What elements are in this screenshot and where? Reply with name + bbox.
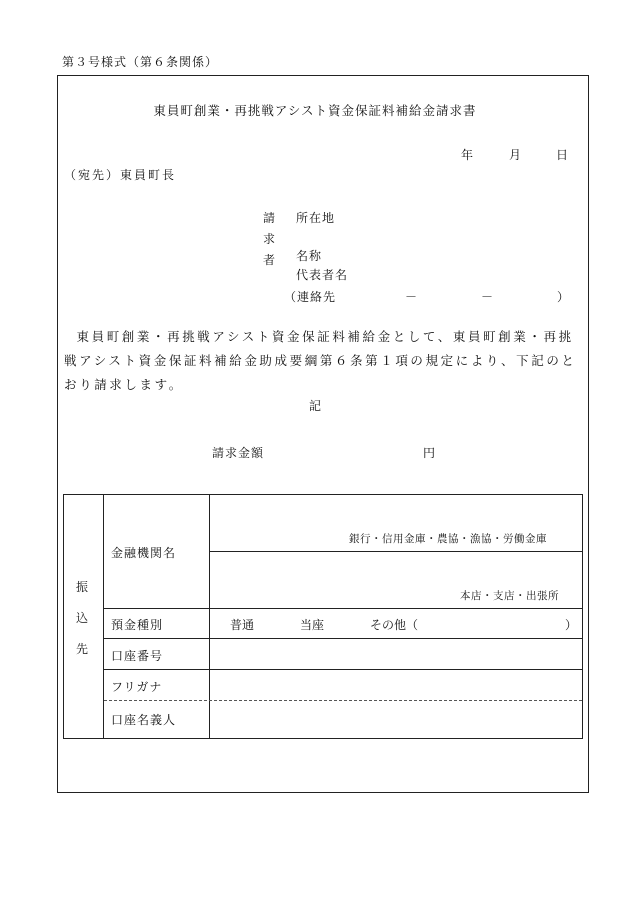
table-row-line-2	[103, 638, 583, 639]
table-divider-label	[209, 494, 210, 739]
deposit-option-ordinary[interactable]: 普通	[230, 618, 255, 632]
table-divider-side	[103, 494, 104, 739]
transfer-side-label-1: 振	[76, 580, 89, 594]
bank-label: 金融機関名	[111, 546, 177, 560]
address-label: 所在地	[296, 211, 336, 225]
deposit-option-current[interactable]: 当座	[300, 618, 325, 632]
contact-dash-2: －	[481, 290, 495, 304]
claimant-side-label-3: 者	[263, 253, 277, 267]
table-dashed-line	[104, 700, 582, 701]
branch-types: 本店・支店・出張所	[460, 590, 559, 602]
deposit-option-other-close: ）	[565, 618, 578, 632]
ki-heading: 記	[308, 399, 321, 413]
deposit-type-label: 預金種別	[111, 618, 164, 632]
claimant-side-label-1: 請	[263, 211, 277, 225]
table-bank-split	[209, 551, 583, 552]
transfer-side-label-2: 込	[76, 611, 89, 625]
contact-close: ）	[557, 290, 571, 304]
claimant-side-label-2: 求	[263, 232, 277, 246]
account-number-label: 口座番号	[111, 649, 164, 663]
document-title: 東員町創業・再挑戦アシスト資金保証料補給金請求書	[153, 103, 477, 118]
date-month: 月	[509, 148, 522, 162]
amount-unit: 円	[423, 446, 437, 460]
furigana-label: フリガナ	[111, 680, 163, 694]
table-border-top	[63, 494, 583, 495]
table-row-line-1	[103, 608, 583, 609]
date-day: 日	[556, 148, 569, 162]
account-holder-label: 口座名義人	[111, 713, 177, 727]
date-year: 年	[461, 148, 474, 162]
transfer-side-label-3: 先	[76, 642, 89, 656]
form-number: 第３号様式（第６条関係）	[62, 55, 219, 69]
amount-label: 請求金額	[212, 446, 265, 460]
bank-types: 銀行・信用金庫・農協・漁協・労働金庫	[349, 533, 547, 545]
body-text: 東員町創業・再挑戦アシスト資金保証料補給金として、東員町創業・再挑戦アシスト資金保証料補給金助成要綱第６条第１項の規定により、下記のとおり請求します。	[64, 329, 577, 392]
contact-label: （連絡先	[284, 290, 337, 304]
table-row-line-3	[103, 669, 583, 670]
contact-dash-1: －	[405, 290, 419, 304]
table-border-right	[582, 494, 583, 739]
deposit-option-other[interactable]: その他（	[370, 618, 419, 632]
name-label: 名称	[296, 249, 323, 263]
table-border-bottom	[63, 738, 583, 739]
addressee: （宛先）東員町長	[64, 168, 177, 182]
representative-label: 代表者名	[296, 268, 349, 282]
table-border-left	[63, 494, 64, 739]
